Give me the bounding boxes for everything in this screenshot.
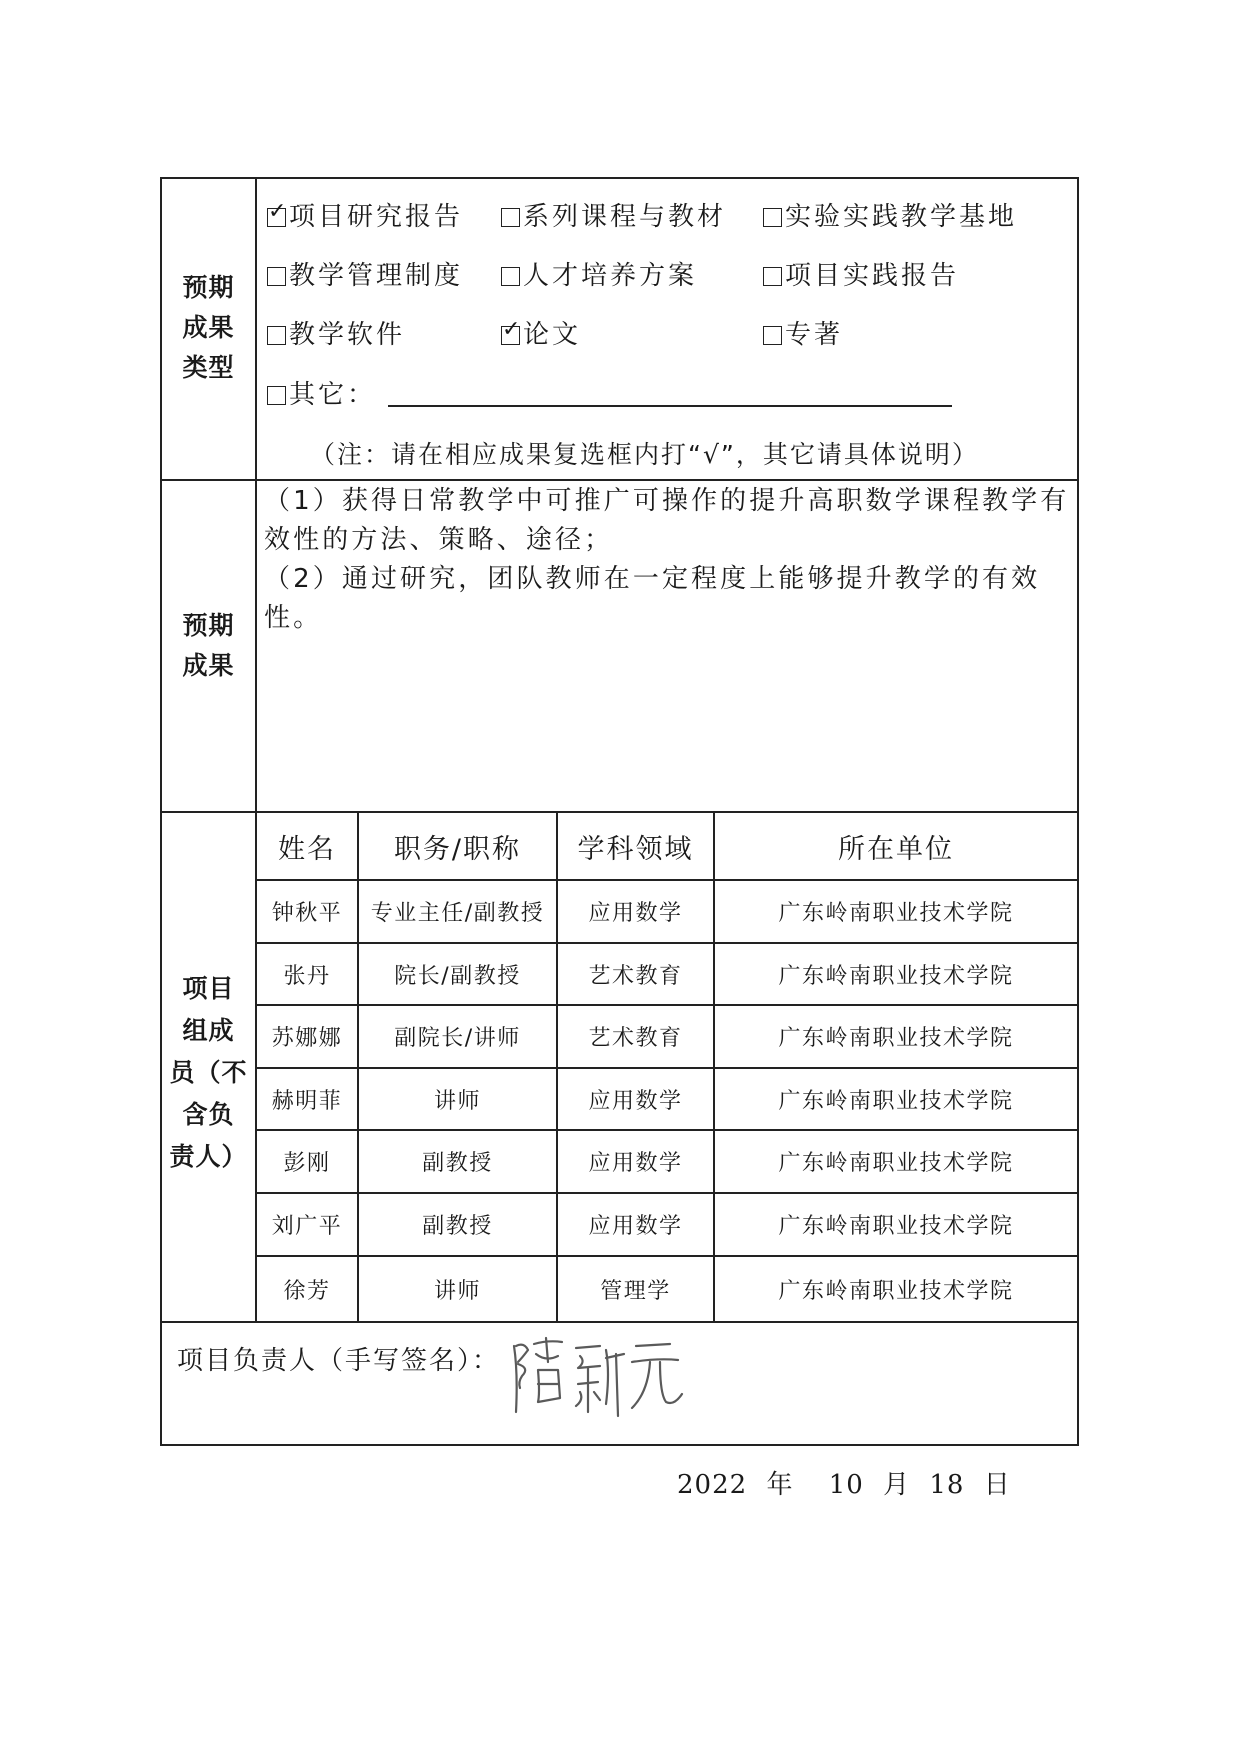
expected-outcome-label-line: 成果: [182, 651, 235, 680]
option-practice-base[interactable]: [763, 200, 1017, 234]
cell-field: 应用数学: [588, 901, 683, 926]
cell-unit: 广东岭南职业技术学院: [778, 1026, 1014, 1051]
option-label: 其它：: [289, 380, 377, 410]
cell-title: 副院长/讲师: [394, 1026, 521, 1051]
cell-unit: 广东岭南职业技术学院: [778, 963, 1014, 989]
cell-name: 赫明菲: [271, 1088, 343, 1114]
expected-outcome-label: [162, 606, 255, 686]
option-label: 论文: [523, 320, 582, 350]
members-label-line: 责人）: [169, 1142, 248, 1171]
header-field: 学科领域: [577, 833, 694, 865]
expected-outcome-body: [264, 482, 1070, 638]
option-course-series[interactable]: [501, 200, 726, 234]
header-name: 姓名: [278, 833, 336, 865]
checkbox[interactable]: [267, 326, 286, 345]
section-sep-1: [160, 479, 1079, 481]
outcome-paragraph: （1）获得日常教学中可推广可操作的提升高职数学课程教学有效性的方法、策略、途径；: [264, 486, 1070, 555]
outcome-type-note: （注：请在相应成果复选框内打“√”，其它请具体说明）: [310, 440, 979, 469]
other-input-line[interactable]: [388, 405, 952, 407]
cell-name: 钟秋平: [271, 901, 343, 926]
cell-name: 徐芳: [283, 1278, 331, 1304]
frame-top: [160, 177, 1079, 179]
option-practice-report[interactable]: [763, 259, 959, 293]
cell-title: 院长/副教授: [394, 963, 521, 989]
date-day: 18: [929, 1470, 965, 1500]
option-training-plan[interactable]: [501, 259, 697, 293]
outcome-type-label: [162, 268, 255, 388]
date-year: 2022: [677, 1470, 748, 1500]
cell-unit: 广东岭南职业技术学院: [778, 1278, 1014, 1304]
cell-name: 彭刚: [283, 1151, 331, 1176]
checkbox[interactable]: [501, 208, 520, 227]
checkbox[interactable]: [267, 267, 286, 286]
option-label: 项目研究报告: [289, 202, 464, 232]
cell-unit: 广东岭南职业技术学院: [778, 1214, 1014, 1239]
option-monograph[interactable]: [763, 318, 843, 352]
option-label: 教学管理制度: [289, 261, 464, 291]
option-software[interactable]: [267, 318, 405, 352]
handwritten-signature: [508, 1332, 688, 1422]
header-title: 职务/职称: [393, 833, 522, 865]
date-month-unit: 月: [883, 1470, 911, 1500]
checkbox-checked[interactable]: [267, 199, 287, 227]
signature-label: 项目负责人（手写签名）：: [177, 1346, 501, 1376]
cell-title: 专业主任/副教授: [370, 901, 545, 926]
option-management-system[interactable]: [267, 259, 463, 293]
cell-field: 应用数学: [588, 1214, 683, 1239]
option-project-report[interactable]: [267, 200, 463, 234]
option-label: 教学软件: [289, 320, 406, 350]
checkbox[interactable]: [267, 386, 286, 405]
frame-bottom: [160, 1444, 1079, 1446]
members-label-line: 组成: [182, 1016, 235, 1045]
checkbox[interactable]: [763, 267, 782, 286]
outcome-type-label-line: 预期: [182, 273, 235, 302]
cell-unit: 广东岭南职业技术学院: [778, 1088, 1014, 1114]
option-other[interactable]: [267, 378, 376, 412]
cell-unit: 广东岭南职业技术学院: [778, 901, 1014, 926]
cell-field: 应用数学: [588, 1088, 683, 1114]
outcome-type-label-line: 成果: [182, 313, 235, 342]
check-mark-icon: ✓: [268, 199, 287, 224]
cell-title: 副教授: [422, 1214, 493, 1239]
cell-unit: 广东岭南职业技术学院: [778, 1151, 1014, 1176]
option-label: 人才培养方案: [523, 261, 698, 291]
option-label: 系列课程与教材: [523, 202, 727, 232]
date-year-unit: 年: [766, 1470, 794, 1500]
date-day-unit: 日: [983, 1470, 1011, 1500]
signature-date: [677, 1464, 1011, 1501]
check-mark-icon: ✓: [502, 317, 521, 342]
members-label: [162, 968, 255, 1178]
checkbox[interactable]: [763, 208, 782, 227]
members-label-line: 员（不: [169, 1058, 248, 1087]
cell-title: 副教授: [422, 1151, 493, 1176]
section-sep-3: [160, 1321, 1079, 1323]
cell-field: 艺术教育: [588, 963, 683, 989]
expected-outcome-label-line: 预期: [182, 611, 235, 640]
outcome-paragraph: （2）通过研究，团队教师在一定程度上能够提升教学的有效性。: [264, 564, 1041, 633]
cell-field: 应用数学: [588, 1151, 683, 1176]
cell-title: 讲师: [433, 1088, 481, 1114]
cell-name: 张丹: [283, 963, 331, 989]
cell-field: 艺术教育: [588, 1026, 683, 1051]
members-label-line: 含负: [182, 1100, 235, 1129]
header-unit: 所在单位: [838, 833, 954, 865]
date-month: 10: [828, 1470, 864, 1500]
members-label-line: 项目: [182, 974, 235, 1003]
checkbox[interactable]: [763, 326, 782, 345]
option-label: 项目实践报告: [785, 261, 960, 291]
checkbox-checked[interactable]: [501, 317, 521, 345]
option-label: 专著: [785, 320, 844, 350]
cell-title: 讲师: [433, 1278, 481, 1304]
signature-scribble-icon: [508, 1332, 688, 1422]
cell-field: 管理学: [600, 1278, 671, 1304]
option-label: 实验实践教学基地: [785, 202, 1018, 232]
option-paper[interactable]: [501, 318, 581, 352]
cell-name: 苏娜娜: [271, 1026, 343, 1051]
checkbox[interactable]: [501, 267, 520, 286]
outcome-type-label-line: 类型: [182, 353, 235, 382]
cell-name: 刘广平: [271, 1214, 343, 1239]
